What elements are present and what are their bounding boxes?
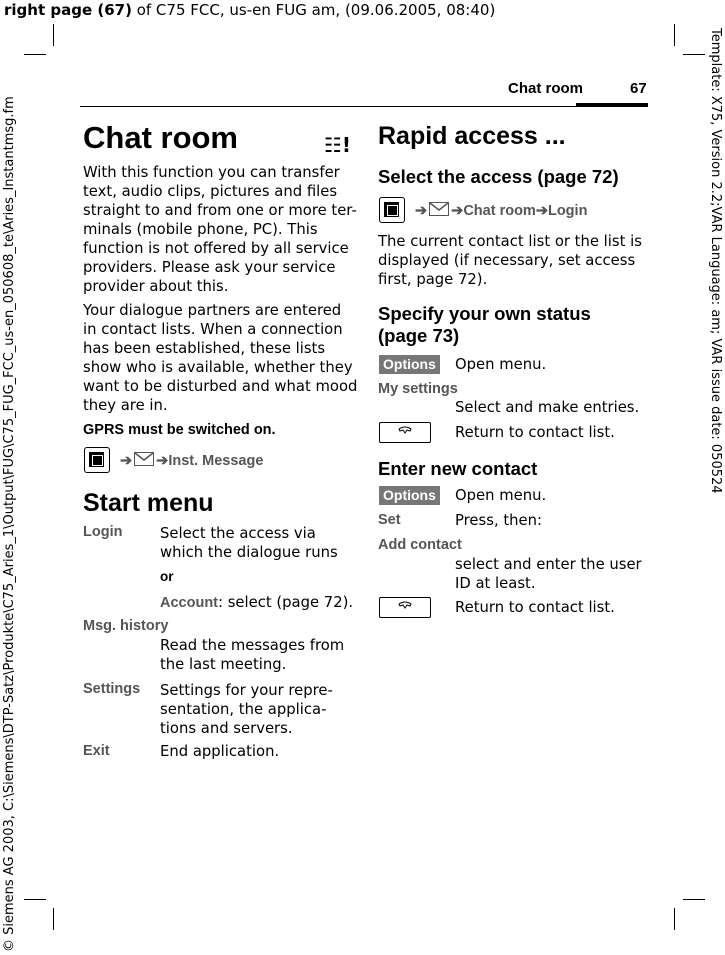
menu-key-history: Msg. history — [83, 618, 169, 634]
open-menu-text: Open menu. — [455, 487, 547, 504]
access-description: The current contact list or the list is displayed (if necessary, set access first, page 72). — [378, 233, 642, 288]
crop-mark — [24, 899, 46, 900]
crop-mark — [683, 54, 705, 55]
open-menu-text: Open menu. — [455, 356, 547, 373]
key-my-settings: My settings — [378, 381, 458, 397]
arrow-right-icon: ➔ — [415, 203, 428, 219]
options-softkey[interactable]: Options — [379, 355, 440, 374]
crop-mark — [674, 908, 675, 930]
crop-mark — [53, 908, 54, 930]
envelope-icon — [134, 452, 154, 466]
or-text: or — [160, 569, 174, 584]
return-contact-text: Return to contact list. — [455, 424, 615, 441]
menu-desc-history: Read the messages from the last meeting. — [160, 637, 345, 673]
menu-key-exit: Exit — [83, 743, 110, 759]
key-set: Set — [378, 512, 401, 528]
nav-path-chat-room: Chat room — [463, 203, 536, 219]
add-contact-desc: select and enter the user ID at least. — [455, 556, 642, 592]
header-rule-accent — [576, 103, 648, 107]
nav-path-item: Inst. Message — [168, 453, 264, 469]
menu-desc-settings: Settings for your repre- sentation, the applica- tions and servers. — [160, 682, 333, 737]
end-key-icon — [379, 422, 431, 443]
rapid-access-title: Rapid access ... — [378, 122, 566, 150]
contacts-paragraph: Your dialogue partners are entered in contact lists. When a connection has been established, these lists show who is available, whether they want to be disturbed and what mood they are in. — [83, 302, 358, 414]
page-title: Chat room — [83, 120, 238, 155]
menu-key-settings: Settings — [83, 681, 141, 697]
gprs-note: GPRS must be switched on. — [83, 422, 276, 438]
page-number: 67 — [630, 80, 647, 97]
nav-path-access — [415, 202, 587, 219]
arrow-right-icon: ➔ — [535, 203, 548, 219]
service-icon: ☷! — [324, 133, 352, 157]
crop-mark — [24, 54, 46, 55]
nav-path-login: Login — [547, 203, 588, 219]
menu-desc-login: Select the access via which the dialogue runs — [160, 525, 338, 561]
envelope-icon — [429, 202, 449, 216]
section-title-status: Specify your own status (page 73) — [378, 303, 591, 346]
menu-key-login: Login — [83, 524, 123, 540]
account-line — [160, 593, 353, 613]
nav-path — [120, 452, 263, 469]
menu-desc-exit: End application. — [160, 743, 280, 760]
arrow-right-icon: ➔ — [120, 453, 133, 469]
header-rule — [80, 106, 648, 107]
set-desc: Press, then: — [455, 512, 542, 529]
crop-mark — [674, 24, 675, 46]
intro-paragraph: With this function you can transfer text, audio clips, pictures and files straight to and from one or more ter- minals (mobile phone, PC). This function is not offered by all service providers. Please ask your service provider about this. — [83, 164, 357, 295]
my-settings-desc: Select and make entries. — [455, 399, 640, 416]
arrow-right-icon: ➔ — [451, 203, 464, 219]
header-rest: of C75 FCC, us-en FUG am, (09.06.2005, 08:40) — [131, 1, 496, 19]
section-title-select-access: Select the access (page 72) — [378, 166, 619, 187]
nav-key-icon — [379, 197, 405, 223]
file-path-note: © Siemens AG 2003, C:\Siemens\DTP-Satz\Produkte\C75_Aries_1\Output\FUG\C75_FUG_FCC_us-en_050608_te\Aries_Instantmsg.fm — [2, 96, 17, 952]
crop-mark — [53, 24, 54, 46]
template-note: Template: X75, Version 2.2;VAR Language: am; VAR issue date: 050524 — [708, 28, 723, 494]
section-title-new-contact: Enter new contact — [378, 458, 538, 479]
end-key-icon — [379, 597, 431, 618]
print-header — [4, 0, 495, 20]
account-desc: : select (page 72). — [218, 594, 354, 611]
key-add-contact: Add contact — [378, 537, 462, 553]
options-softkey[interactable]: Options — [379, 486, 440, 505]
start-menu-title: Start menu — [83, 489, 214, 517]
nav-key-icon — [84, 447, 110, 473]
return-contact-text: Return to contact list. — [455, 599, 615, 616]
arrow-right-icon: ➔ — [156, 453, 169, 469]
menu-key-account: Account — [160, 595, 218, 611]
crop-mark — [683, 899, 705, 900]
running-head-title: Chat room — [508, 80, 583, 97]
header-label: right page (67) — [4, 1, 132, 19]
